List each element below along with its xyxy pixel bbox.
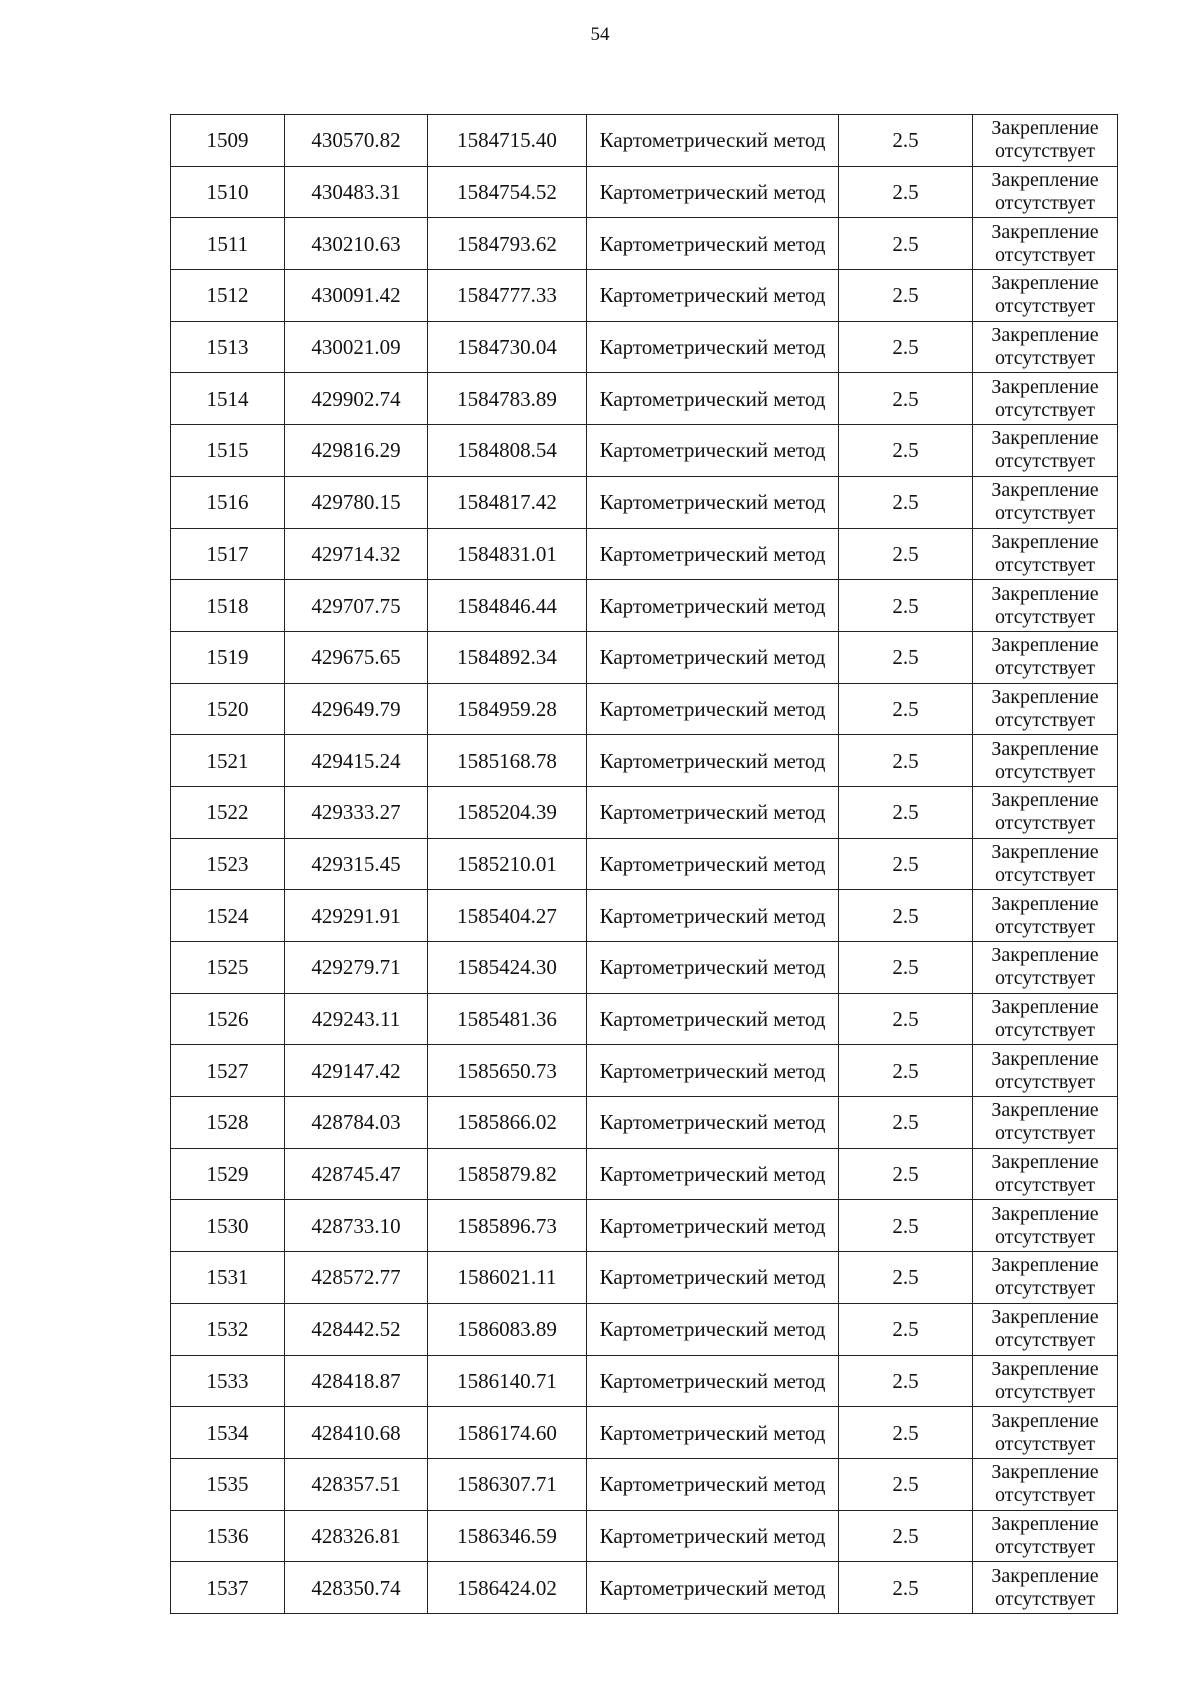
fixing-line-1: Закрепление: [991, 1461, 1099, 1484]
y-coordinate-cell: 1585650.73: [428, 1045, 587, 1097]
accuracy-cell: 2.5: [839, 476, 973, 528]
table-row-1526: [171, 993, 1118, 1045]
fixing-cell: [973, 838, 1118, 890]
y-coordinate-cell: 1584783.89: [428, 373, 587, 425]
point-number-cell: 1510: [171, 166, 285, 218]
accuracy-cell: 2.5: [839, 270, 973, 322]
method-cell: Картометрический метод: [587, 786, 839, 838]
accuracy-cell: 2.5: [839, 631, 973, 683]
fixing-cell: [973, 528, 1118, 580]
point-number-cell: 1531: [171, 1252, 285, 1304]
accuracy-cell: 2.5: [839, 373, 973, 425]
fixing-line-1: Закрепление: [991, 1254, 1099, 1277]
accuracy-cell: 2.5: [839, 218, 973, 270]
x-coordinate-cell: 429675.65: [285, 631, 428, 683]
method-cell: Картометрический метод: [587, 373, 839, 425]
fixing-cell: [973, 786, 1118, 838]
table-row-1516: [171, 476, 1118, 528]
method-cell: Картометрический метод: [587, 890, 839, 942]
accuracy-cell: 2.5: [839, 735, 973, 787]
point-number-cell: 1525: [171, 942, 285, 994]
y-coordinate-cell: 1586424.02: [428, 1562, 587, 1614]
fixing-cell: [973, 476, 1118, 528]
accuracy-cell: 2.5: [839, 1252, 973, 1304]
fixing-line-1: Закрепление: [991, 1099, 1099, 1122]
fixing-cell: [973, 993, 1118, 1045]
fixing-line-2: отсутствует: [994, 605, 1096, 628]
table-row-1513: [171, 321, 1118, 373]
fixing-line-1: Закрепление: [991, 1047, 1099, 1070]
fixing-line-1: Закрепление: [991, 530, 1099, 553]
fixing-cell: [973, 1097, 1118, 1149]
accuracy-cell: 2.5: [839, 1562, 973, 1614]
coordinates-table: [170, 114, 1118, 1614]
table-row-1528: [171, 1097, 1118, 1149]
point-number-cell: 1534: [171, 1407, 285, 1459]
point-number-cell: 1532: [171, 1303, 285, 1355]
table-row-1532: [171, 1303, 1118, 1355]
method-cell: Картометрический метод: [587, 838, 839, 890]
accuracy-cell: 2.5: [839, 1303, 973, 1355]
fixing-line-2: отсутствует: [994, 863, 1096, 886]
y-coordinate-cell: 1585204.39: [428, 786, 587, 838]
point-number-cell: 1519: [171, 631, 285, 683]
y-coordinate-cell: 1584715.40: [428, 115, 587, 167]
fixing-cell: [973, 115, 1118, 167]
method-cell: Картометрический метод: [587, 1407, 839, 1459]
x-coordinate-cell: 430021.09: [285, 321, 428, 373]
method-cell: Картометрический метод: [587, 1510, 839, 1562]
fixing-line-2: отсутствует: [994, 347, 1096, 370]
accuracy-cell: 2.5: [839, 786, 973, 838]
table-row-1515: [171, 425, 1118, 477]
page-number: 54: [590, 24, 610, 45]
table-row-1530: [171, 1200, 1118, 1252]
point-number-cell: 1524: [171, 890, 285, 942]
fixing-line-1: Закрепление: [991, 220, 1099, 243]
y-coordinate-cell: 1585168.78: [428, 735, 587, 787]
method-cell: Картометрический метод: [587, 942, 839, 994]
fixing-line-1: Закрепление: [991, 117, 1099, 140]
method-cell: Картометрический метод: [587, 476, 839, 528]
fixing-line-1: Закрепление: [991, 1512, 1099, 1535]
x-coordinate-cell: 428442.52: [285, 1303, 428, 1355]
fixing-line-2: отсутствует: [994, 1380, 1096, 1403]
method-cell: Картометрический метод: [587, 425, 839, 477]
method-cell: Картометрический метод: [587, 1303, 839, 1355]
accuracy-cell: 2.5: [839, 321, 973, 373]
fixing-line-1: Закрепление: [991, 892, 1099, 915]
y-coordinate-cell: 1585879.82: [428, 1148, 587, 1200]
point-number-cell: 1535: [171, 1458, 285, 1510]
x-coordinate-cell: 430091.42: [285, 270, 428, 322]
y-coordinate-cell: 1584793.62: [428, 218, 587, 270]
point-number-cell: 1536: [171, 1510, 285, 1562]
fixing-cell: [973, 373, 1118, 425]
y-coordinate-cell: 1586346.59: [428, 1510, 587, 1562]
table-row-1509: [171, 115, 1118, 167]
x-coordinate-cell: 430210.63: [285, 218, 428, 270]
x-coordinate-cell: 428572.77: [285, 1252, 428, 1304]
table-row-1510: [171, 166, 1118, 218]
method-cell: Картометрический метод: [587, 528, 839, 580]
x-coordinate-cell: 428357.51: [285, 1458, 428, 1510]
y-coordinate-cell: 1584817.42: [428, 476, 587, 528]
accuracy-cell: 2.5: [839, 942, 973, 994]
fixing-line-1: Закрепление: [991, 427, 1099, 450]
accuracy-cell: 2.5: [839, 580, 973, 632]
accuracy-cell: 2.5: [839, 115, 973, 167]
fixing-cell: [973, 1355, 1118, 1407]
fixing-cell: [973, 1407, 1118, 1459]
method-cell: Картометрический метод: [587, 683, 839, 735]
fixing-line-2: отсутствует: [994, 1070, 1096, 1093]
point-number-cell: 1523: [171, 838, 285, 890]
y-coordinate-cell: 1584846.44: [428, 580, 587, 632]
point-number-cell: 1521: [171, 735, 285, 787]
fixing-line-1: Закрепление: [991, 1564, 1099, 1587]
fixing-line-2: отсутствует: [994, 915, 1096, 938]
method-cell: Картометрический метод: [587, 993, 839, 1045]
method-cell: Картометрический метод: [587, 321, 839, 373]
fixing-cell: [973, 631, 1118, 683]
table-row-1521: [171, 735, 1118, 787]
point-number-cell: 1530: [171, 1200, 285, 1252]
x-coordinate-cell: 429315.45: [285, 838, 428, 890]
fixing-line-1: Закрепление: [991, 1409, 1099, 1432]
accuracy-cell: 2.5: [839, 993, 973, 1045]
x-coordinate-cell: 430570.82: [285, 115, 428, 167]
fixing-line-2: отсутствует: [994, 243, 1096, 266]
fixing-line-2: отсутствует: [994, 1019, 1096, 1042]
fixing-cell: [973, 942, 1118, 994]
fixing-cell: [973, 1148, 1118, 1200]
fixing-line-1: Закрепление: [991, 685, 1099, 708]
table-row-1514: [171, 373, 1118, 425]
point-number-cell: 1512: [171, 270, 285, 322]
table-row-1525: [171, 942, 1118, 994]
table-row-1524: [171, 890, 1118, 942]
accuracy-cell: 2.5: [839, 838, 973, 890]
fixing-cell: [973, 166, 1118, 218]
fixing-line-2: отсутствует: [994, 657, 1096, 680]
method-cell: Картометрический метод: [587, 1097, 839, 1149]
x-coordinate-cell: 429415.24: [285, 735, 428, 787]
coordinates-table-body: [171, 115, 1118, 1614]
fixing-line-1: Закрепление: [991, 996, 1099, 1019]
fixing-line-2: отсутствует: [994, 192, 1096, 215]
y-coordinate-cell: 1584831.01: [428, 528, 587, 580]
method-cell: Картометрический метод: [587, 115, 839, 167]
y-coordinate-cell: 1584730.04: [428, 321, 587, 373]
method-cell: Картометрический метод: [587, 270, 839, 322]
accuracy-cell: 2.5: [839, 425, 973, 477]
point-number-cell: 1533: [171, 1355, 285, 1407]
fixing-line-1: Закрепление: [991, 737, 1099, 760]
table-row-1536: [171, 1510, 1118, 1562]
fixing-line-2: отсутствует: [994, 708, 1096, 731]
fixing-cell: [973, 218, 1118, 270]
method-cell: Картометрический метод: [587, 631, 839, 683]
fixing-line-2: отсутствует: [994, 1484, 1096, 1507]
point-number-cell: 1518: [171, 580, 285, 632]
accuracy-cell: 2.5: [839, 528, 973, 580]
x-coordinate-cell: 428784.03: [285, 1097, 428, 1149]
accuracy-cell: 2.5: [839, 1510, 973, 1562]
point-number-cell: 1522: [171, 786, 285, 838]
x-coordinate-cell: 429816.29: [285, 425, 428, 477]
point-number-cell: 1513: [171, 321, 285, 373]
method-cell: Картометрический метод: [587, 166, 839, 218]
y-coordinate-cell: 1584777.33: [428, 270, 587, 322]
x-coordinate-cell: 428326.81: [285, 1510, 428, 1562]
accuracy-cell: 2.5: [839, 1148, 973, 1200]
point-number-cell: 1528: [171, 1097, 285, 1149]
x-coordinate-cell: 429147.42: [285, 1045, 428, 1097]
fixing-line-2: отсутствует: [994, 1587, 1096, 1610]
y-coordinate-cell: 1585424.30: [428, 942, 587, 994]
point-number-cell: 1520: [171, 683, 285, 735]
table-row-1518: [171, 580, 1118, 632]
x-coordinate-cell: 430483.31: [285, 166, 428, 218]
point-number-cell: 1516: [171, 476, 285, 528]
fixing-line-2: отсутствует: [994, 1277, 1096, 1300]
y-coordinate-cell: 1584808.54: [428, 425, 587, 477]
accuracy-cell: 2.5: [839, 683, 973, 735]
method-cell: Картометрический метод: [587, 735, 839, 787]
fixing-line-2: отсутствует: [994, 140, 1096, 163]
table-row-1534: [171, 1407, 1118, 1459]
y-coordinate-cell: 1585210.01: [428, 838, 587, 890]
accuracy-cell: 2.5: [839, 1200, 973, 1252]
accuracy-cell: 2.5: [839, 166, 973, 218]
y-coordinate-cell: 1586174.60: [428, 1407, 587, 1459]
method-cell: Картометрический метод: [587, 218, 839, 270]
fixing-line-2: отсутствует: [994, 1329, 1096, 1352]
fixing-line-2: отсутствует: [994, 760, 1096, 783]
point-number-cell: 1515: [171, 425, 285, 477]
accuracy-cell: 2.5: [839, 1458, 973, 1510]
fixing-line-2: отсутствует: [994, 553, 1096, 576]
x-coordinate-cell: 428410.68: [285, 1407, 428, 1459]
point-number-cell: 1537: [171, 1562, 285, 1614]
accuracy-cell: 2.5: [839, 1097, 973, 1149]
y-coordinate-cell: 1585896.73: [428, 1200, 587, 1252]
method-cell: Картометрический метод: [587, 1562, 839, 1614]
fixing-line-1: Закрепление: [991, 1357, 1099, 1380]
fixing-line-1: Закрепление: [991, 840, 1099, 863]
x-coordinate-cell: 428733.10: [285, 1200, 428, 1252]
x-coordinate-cell: 429279.71: [285, 942, 428, 994]
fixing-cell: [973, 1458, 1118, 1510]
y-coordinate-cell: 1586021.11: [428, 1252, 587, 1304]
point-number-cell: 1517: [171, 528, 285, 580]
accuracy-cell: 2.5: [839, 890, 973, 942]
y-coordinate-cell: 1585866.02: [428, 1097, 587, 1149]
point-number-cell: 1514: [171, 373, 285, 425]
table-row-1527: [171, 1045, 1118, 1097]
x-coordinate-cell: 429714.32: [285, 528, 428, 580]
table-row-1523: [171, 838, 1118, 890]
x-coordinate-cell: 429707.75: [285, 580, 428, 632]
fixing-cell: [973, 1303, 1118, 1355]
x-coordinate-cell: 429333.27: [285, 786, 428, 838]
method-cell: Картометрический метод: [587, 1252, 839, 1304]
fixing-line-1: Закрепление: [991, 479, 1099, 502]
x-coordinate-cell: 429291.91: [285, 890, 428, 942]
table-row-1517: [171, 528, 1118, 580]
table-row-1533: [171, 1355, 1118, 1407]
method-cell: Картометрический метод: [587, 1200, 839, 1252]
table-row-1512: [171, 270, 1118, 322]
fixing-cell: [973, 735, 1118, 787]
y-coordinate-cell: 1585481.36: [428, 993, 587, 1045]
method-cell: Картометрический метод: [587, 1458, 839, 1510]
x-coordinate-cell: 429780.15: [285, 476, 428, 528]
fixing-line-2: отсутствует: [994, 1174, 1096, 1197]
x-coordinate-cell: 428350.74: [285, 1562, 428, 1614]
fixing-line-2: отсутствует: [994, 450, 1096, 473]
fixing-line-1: Закрепление: [991, 1306, 1099, 1329]
fixing-cell: [973, 1252, 1118, 1304]
fixing-line-2: отсутствует: [994, 812, 1096, 835]
table-row-1511: [171, 218, 1118, 270]
fixing-cell: [973, 321, 1118, 373]
y-coordinate-cell: 1585404.27: [428, 890, 587, 942]
x-coordinate-cell: 428745.47: [285, 1148, 428, 1200]
x-coordinate-cell: 429902.74: [285, 373, 428, 425]
fixing-cell: [973, 270, 1118, 322]
y-coordinate-cell: 1584959.28: [428, 683, 587, 735]
table-row-1537: [171, 1562, 1118, 1614]
fixing-line-2: отсутствует: [994, 398, 1096, 421]
fixing-line-2: отсутствует: [994, 967, 1096, 990]
accuracy-cell: 2.5: [839, 1355, 973, 1407]
fixing-line-2: отсутствует: [994, 1225, 1096, 1248]
point-number-cell: 1509: [171, 115, 285, 167]
fixing-cell: [973, 1510, 1118, 1562]
x-coordinate-cell: 429649.79: [285, 683, 428, 735]
x-coordinate-cell: 428418.87: [285, 1355, 428, 1407]
fixing-line-2: отсутствует: [994, 502, 1096, 525]
x-coordinate-cell: 429243.11: [285, 993, 428, 1045]
point-number-cell: 1529: [171, 1148, 285, 1200]
y-coordinate-cell: 1586083.89: [428, 1303, 587, 1355]
fixing-line-1: Закрепление: [991, 169, 1099, 192]
fixing-cell: [973, 890, 1118, 942]
fixing-line-1: Закрепление: [991, 634, 1099, 657]
fixing-line-2: отсутствует: [994, 1535, 1096, 1558]
fixing-line-2: отсутствует: [994, 1122, 1096, 1145]
fixing-line-1: Закрепление: [991, 1202, 1099, 1225]
y-coordinate-cell: 1586140.71: [428, 1355, 587, 1407]
fixing-cell: [973, 580, 1118, 632]
fixing-line-1: Закрепление: [991, 789, 1099, 812]
fixing-cell: [973, 1562, 1118, 1614]
fixing-line-2: отсутствует: [994, 295, 1096, 318]
fixing-cell: [973, 425, 1118, 477]
accuracy-cell: 2.5: [839, 1407, 973, 1459]
table-row-1522: [171, 786, 1118, 838]
fixing-line-2: отсутствует: [994, 1432, 1096, 1455]
fixing-line-1: Закрепление: [991, 272, 1099, 295]
fixing-cell: [973, 1045, 1118, 1097]
y-coordinate-cell: 1584754.52: [428, 166, 587, 218]
fixing-line-1: Закрепление: [991, 324, 1099, 347]
method-cell: Картометрический метод: [587, 580, 839, 632]
table-row-1519: [171, 631, 1118, 683]
fixing-line-1: Закрепление: [991, 944, 1099, 967]
fixing-cell: [973, 1200, 1118, 1252]
method-cell: Картометрический метод: [587, 1148, 839, 1200]
point-number-cell: 1511: [171, 218, 285, 270]
accuracy-cell: 2.5: [839, 1045, 973, 1097]
point-number-cell: 1527: [171, 1045, 285, 1097]
table-row-1535: [171, 1458, 1118, 1510]
y-coordinate-cell: 1584892.34: [428, 631, 587, 683]
y-coordinate-cell: 1586307.71: [428, 1458, 587, 1510]
fixing-cell: [973, 683, 1118, 735]
method-cell: Картометрический метод: [587, 1045, 839, 1097]
method-cell: Картометрический метод: [587, 1355, 839, 1407]
table-row-1520: [171, 683, 1118, 735]
point-number-cell: 1526: [171, 993, 285, 1045]
fixing-line-1: Закрепление: [991, 582, 1099, 605]
table-row-1529: [171, 1148, 1118, 1200]
fixing-line-1: Закрепление: [991, 375, 1099, 398]
table-row-1531: [171, 1252, 1118, 1304]
fixing-line-1: Закрепление: [991, 1151, 1099, 1174]
